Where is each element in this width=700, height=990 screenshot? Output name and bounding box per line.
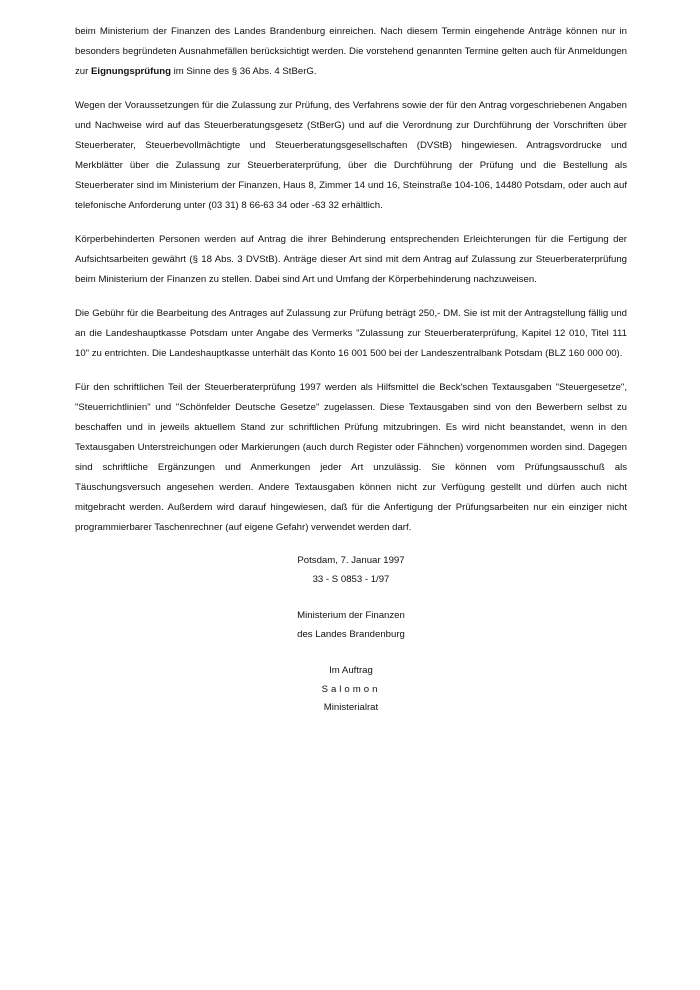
paragraph-admission-requirements: Wegen der Voraussetzungen für die Zulassung zur Prüfung, des Verfahrens sowie der für den Antrag vorgeschriebenen Angaben und Nachweise wird auf das Steuerberatungsgesetz (StBerG) und auf die Verordnung zur Durchführung der Vorschriften über Steuerberater, Steuerbevollmächtigte und Steuerberatungsgesellschaften (DVStB) hingewiesen. Antragsvordrucke und Merkblätter über die Zulassung zur Steuerberaterprüfung, über die Durchführung der Prüfung und die Bestellung als Steuerberater sind im Ministerium der Finanzen, Haus 8, Zimmer 14 und 16, Steinstraße 104-106, 14480 Potsdam, oder auch auf telefonische Anforderung unter (03 31) 8 66-63 34 oder -63 32 erhältlich. [75,100,627,211]
authority-line: Ministerium der Finanzen [297,610,405,621]
signatory-title: Ministerialrat [323,702,379,713]
place-date: Potsdam, 7. Januar 1997 [297,555,405,566]
paragraph-fee: Die Gebühr für die Bearbeitung des Antrages auf Zulassung zur Prüfung beträgt 250,- DM. Sie ist mit der Antragstellung fällig und an die Landeshauptkasse Potsdam unter Angabe des Vermerks "Zulassung zur Steuerberaterprüfung, Kapitel 12 010, Titel 111 10" zu entrichten. Die Landeshauptkasse unterhält das Konto 16 001 500 bei der Landeszentralbank Potsdam (BLZ 160 000 00). [75,308,627,359]
paragraph-disability-accommodations: Körperbehinderten Personen werden auf Antrag die ihrer Behinderung entsprechenden Erleichterungen für die Fertigung der Aufsichtsarbeiten gewährt (§ 18 Abs. 3 DVStB). Anträge dieser Art sind mit dem Antrag auf Zulassung zur Steuerberaterprüfung beim Ministerium der Finanzen zu stellen. Dabei sind Art und Umfang der Körperbehinderung nachzuweisen. [75,234,627,285]
paragraph-text: im Sinne des § 36 Abs. 4 StBerG. [170,66,317,77]
signature-block [75,662,627,718]
authority-block [75,607,627,644]
authority-line: des Landes Brandenburg [297,628,405,640]
on-behalf-label: Im Auftrag [329,665,373,676]
paragraph-submission-deadline [75,22,627,82]
paragraph-permitted-aids: Für den schriftlichen Teil der Steuerberaterprüfung 1997 werden als Hilfsmittel die Beck'schen Textausgaben "Steuergesetze", "Steuerrichtlinien" und "Schönfelder Deutsche Gesetze" zugelassen. Diese Textausgaben sind von den Bewerbern selbst zu beschaffen und in jeweils aktuellem Stand zur schriftlichen Prüfung mitzubringen. Es wird nicht beanstandet, wenn in den Textausgaben Unterstreichungen oder Markierungen (auch durch Register oder Fähnchen) vorgenommen worden sind. Dagegen sind schriftliche Ergänzungen und Anmerkungen jeder Art unzulässig. Sie können vom Prüfungsausschuß als Täuschungsversuch angesehen werden. Andere Textausgaben können nicht zur Verfügung gestellt und dürfen auch nicht mitgebracht werden. Außerdem wird darauf hingewiesen, daß für die Anfertigung der Prüfungsarbeiten nur ein einziger nicht programmierbarer Taschenrechner (auf eigene Gefahr) verwendet werden darf. [75,382,627,533]
place-date-block [75,552,627,589]
bold-term-eignungspruefung: Eignungsprüfung [91,66,171,77]
reference-number: 33 - S 0853 - 1/97 [312,573,390,585]
paragraph-text: beim Ministerium der Finanzen des Landes Brandenburg einreichen. Nach diesem Termin eingehende Anträge können nur in besonders begründeten Ausnahmefällen berücksichtigt werden. Die vorstehend genannten Termine gelten auch für Anmeldungen zur [75,26,627,77]
document-page [75,22,627,736]
signatory-name: Salomon [321,683,381,695]
